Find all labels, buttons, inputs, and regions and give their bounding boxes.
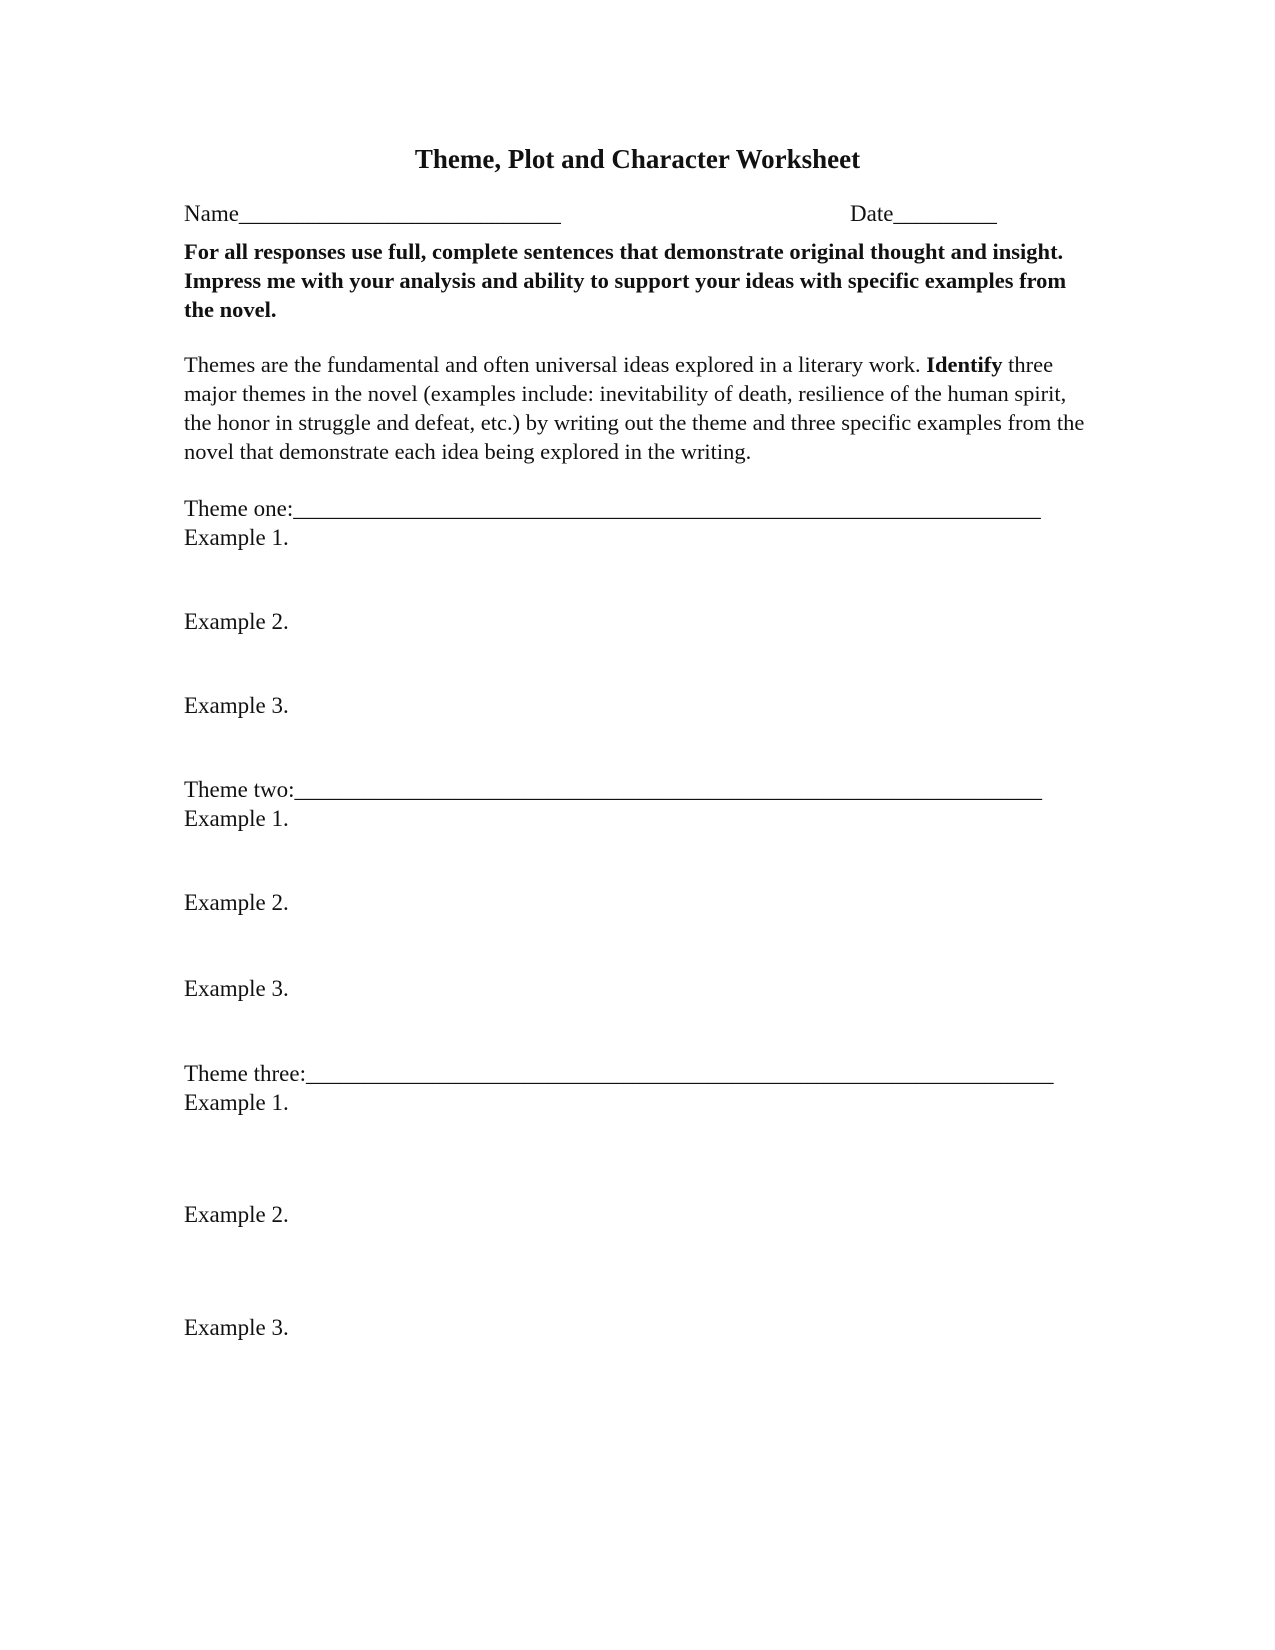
theme-one-example-3[interactable]: Example 3. (184, 693, 289, 718)
intro-emphasis: Identify (926, 352, 1003, 377)
intro-line: major themes in the novel (examples include: inevitability of death, resilience of the human spirit, (184, 381, 1067, 406)
theme-three-field[interactable]: Theme three:_________________________________________________________________ (184, 1061, 1054, 1086)
date-field[interactable]: Date_________ (850, 201, 997, 226)
worksheet-title: Theme, Plot and Character Worksheet (414, 144, 861, 174)
instructions-line: the novel. (184, 297, 277, 322)
theme-three-example-1[interactable]: Example 1. (184, 1090, 289, 1115)
name-field[interactable]: Name____________________________ (184, 201, 561, 226)
instructions-line: For all responses use full, complete sentences that demonstrate original thought and insight. (184, 239, 1064, 264)
theme-three-example-2[interactable]: Example 2. (184, 1202, 289, 1227)
intro-line: the honor in struggle and defeat, etc.) by writing out the theme and three specific examples from the (184, 410, 1085, 435)
theme-two-example-1[interactable]: Example 1. (184, 806, 289, 831)
theme-two-field[interactable]: Theme two:_________________________________________________________________ (184, 777, 1042, 802)
theme-one-example-2[interactable]: Example 2. (184, 609, 289, 634)
intro-line (184, 350, 1184, 379)
theme-three-example-3[interactable]: Example 3. (184, 1315, 289, 1340)
intro-text: Themes are the fundamental and often universal ideas explored in a literary work. (184, 352, 927, 377)
intro-text: three (1002, 352, 1054, 377)
intro-line: novel that demonstrate each idea being explored in the writing. (184, 439, 752, 464)
theme-two-example-3[interactable]: Example 3. (184, 976, 289, 1001)
instructions (184, 237, 1174, 324)
theme-one-field[interactable]: Theme one:_________________________________________________________________ (184, 496, 1041, 521)
instructions-line: Impress me with your analysis and ability to support your ideas with specific examples from (184, 268, 1067, 293)
theme-one-example-1[interactable]: Example 1. (184, 525, 289, 550)
theme-two-example-2[interactable]: Example 2. (184, 890, 289, 915)
intro-paragraph (184, 350, 1184, 466)
